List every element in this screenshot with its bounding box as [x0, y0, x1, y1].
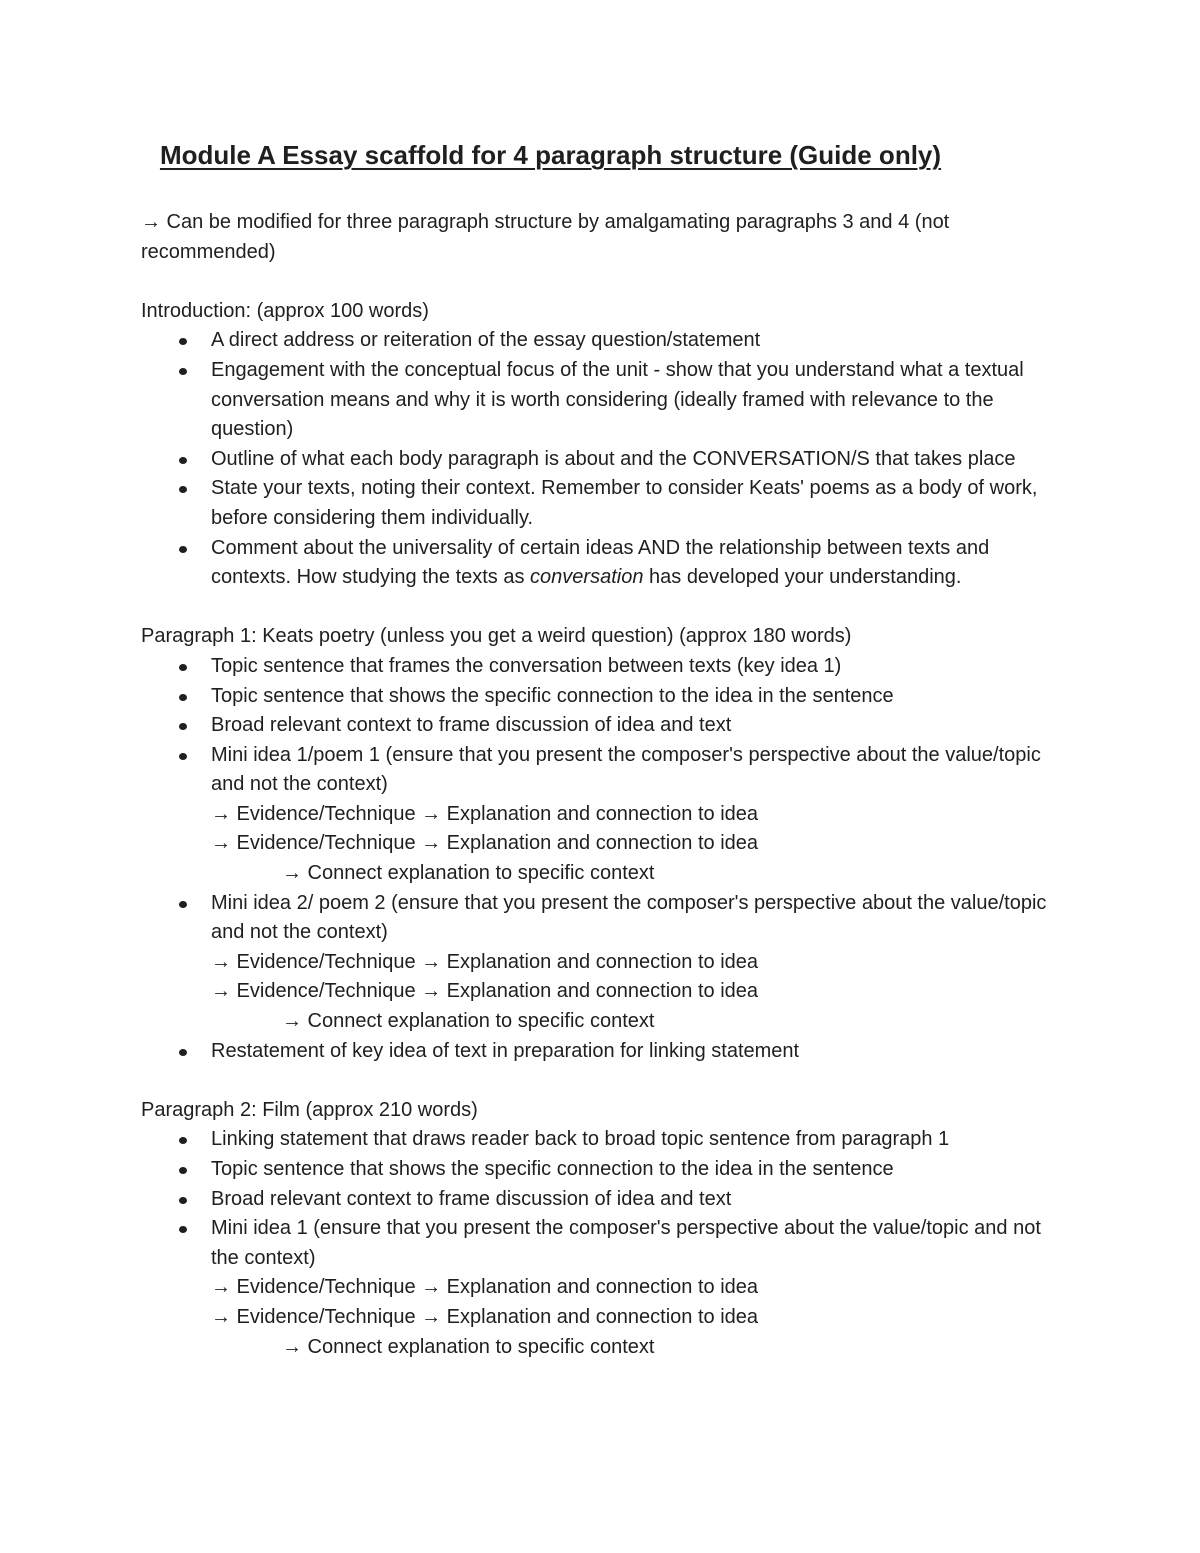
item-text: Comment about the universality of certain ideas AND the relationship between texts and contexts. How studying the texts as	[211, 536, 990, 589]
list-item: Outline of what each body paragraph is about and the CONVERSATION/S that takes place	[141, 445, 1061, 475]
evidence-line: → Evidence/Technique → Explanation and connection to idea	[211, 950, 759, 973]
paragraph1-list	[141, 652, 1061, 1066]
list-item: Broad relevant context to frame discussion of idea and text	[141, 1185, 1061, 1215]
list-item: Linking statement that draws reader back to broad topic sentence from paragraph 1	[141, 1125, 1061, 1155]
item-text: Mini idea 1 (ensure that you present the composer's perspective about the value/topic and not the context)	[211, 1217, 1041, 1269]
list-item: Engagement with the conceptual focus of the unit - show that you understand what a textual conversation means and why it is worth considering (ideally framed with relevance to the question)	[141, 356, 1061, 445]
list-item: Topic sentence that shows the specific connection to the idea in the sentence	[141, 1155, 1061, 1185]
document-body	[141, 208, 1061, 1362]
evidence-line: → Evidence/Technique → Explanation and connection to idea	[211, 802, 759, 825]
list-item	[141, 889, 1061, 1037]
item-text: has developed your understanding.	[643, 566, 962, 589]
item-text: Mini idea 1/poem 1 (ensure that you present the composer's perspective about the value/topic and not the context)	[211, 743, 1041, 796]
evidence-line: → Evidence/Technique → Explanation and connection to idea	[211, 980, 759, 1003]
document-title: Module A Essay scaffold for 4 paragraph structure (Guide only)	[159, 140, 942, 170]
list-item: Topic sentence that shows the specific connection to the idea in the sentence	[141, 682, 1061, 712]
paragraph2-list	[141, 1125, 1061, 1362]
list-item	[141, 534, 1061, 593]
emphasis-text: conversation	[530, 566, 644, 589]
context-line: → Connect explanation to specific context	[282, 1010, 655, 1033]
item-text: Mini idea 2/ poem 2 (ensure that you present the composer's perspective about the value/topic and not the context)	[211, 891, 1047, 944]
intro-heading: Introduction: (approx 100 words)	[141, 299, 429, 322]
paragraph2-heading: Paragraph 2: Film (approx 210 words)	[141, 1098, 478, 1121]
context-line: → Connect explanation to specific context	[282, 862, 655, 885]
evidence-line: → Evidence/Technique → Explanation and connection to idea	[211, 832, 759, 855]
paragraph1-heading: Paragraph 1: Keats poetry (unless you get a weird question) (approx 180 words)	[141, 625, 852, 648]
list-item	[141, 1214, 1061, 1362]
list-item: State your texts, noting their context. Remember to consider Keats' poems as a body of work, before considering them individually.	[141, 474, 1061, 533]
list-item	[141, 741, 1061, 889]
list-item: A direct address or reiteration of the essay question/statement	[141, 326, 1061, 356]
evidence-line: → Evidence/Technique → Explanation and connection to idea	[211, 1276, 759, 1299]
list-item: Restatement of key idea of text in preparation for linking statement	[141, 1037, 1061, 1067]
evidence-line: → Evidence/Technique → Explanation and connection to idea	[211, 1305, 759, 1328]
list-item: Topic sentence that frames the conversation between texts (key idea 1)	[141, 652, 1061, 682]
intro-list	[141, 326, 1061, 592]
structure-note: → Can be modified for three paragraph structure by amalgamating paragraphs 3 and 4 (not recommended)	[141, 211, 950, 263]
context-line: → Connect explanation to specific context	[282, 1335, 655, 1358]
list-item: Broad relevant context to frame discussion of idea and text	[141, 711, 1061, 741]
